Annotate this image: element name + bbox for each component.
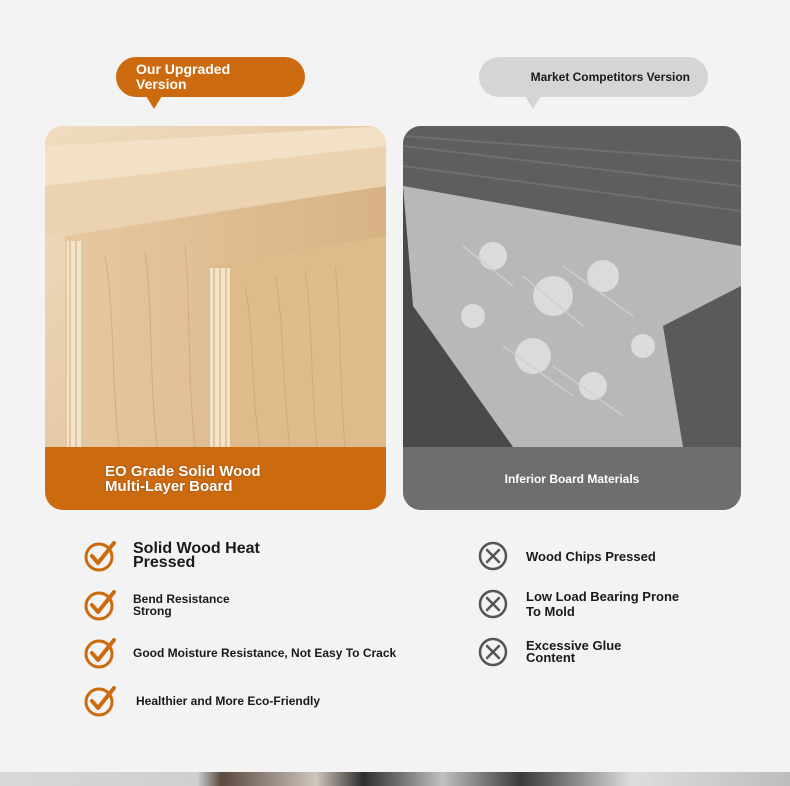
feature-theirs-1 (476, 539, 656, 573)
feature-theirs-2 (476, 587, 686, 621)
our-version-label: Our Upgraded Version (136, 61, 231, 92)
feature-theirs-3 (476, 635, 636, 669)
particleboard-image (403, 126, 741, 447)
check-circle-icon (83, 636, 117, 670)
particleboard-image-card (403, 126, 741, 510)
our-version-bubble (116, 57, 305, 97)
check-circle-icon (83, 539, 117, 573)
plywood-image (45, 126, 386, 447)
feature-ours-text: Good Moisture Resistance, Not Easy To Crack (133, 646, 397, 660)
check-circle-icon (83, 588, 117, 622)
particleboard-caption (403, 447, 741, 510)
check-circle-icon (83, 684, 117, 718)
competitor-version-label: Market Competitors Version (530, 70, 690, 84)
feature-ours-1 (83, 539, 283, 573)
feature-ours-text: Healthier and More Eco-Friendly (136, 694, 321, 708)
feature-theirs-text: Low Load Bearing Prone To Mold (526, 589, 680, 619)
feature-ours-text: Bend Resistance Strong (133, 592, 230, 618)
feature-ours-4 (83, 684, 320, 718)
competitor-version-bubble (479, 57, 708, 97)
x-circle-icon (476, 587, 510, 621)
plywood-image-card (45, 126, 386, 510)
feature-theirs-text: Excessive Glue Content (526, 638, 622, 665)
x-circle-icon (476, 635, 510, 669)
x-circle-icon (476, 539, 510, 573)
particleboard-caption-text: Inferior Board Materials (504, 471, 640, 486)
feature-theirs-text: Wood Chips Pressed (526, 548, 656, 564)
plywood-caption-text: EO Grade Solid Wood Multi-Layer Board (105, 462, 261, 495)
plywood-caption (45, 447, 386, 510)
next-section-preview (0, 772, 790, 786)
feature-ours-2 (83, 588, 243, 622)
feature-ours-3 (83, 636, 396, 670)
feature-ours-text: Solid Wood Heat Pressed (133, 540, 260, 571)
